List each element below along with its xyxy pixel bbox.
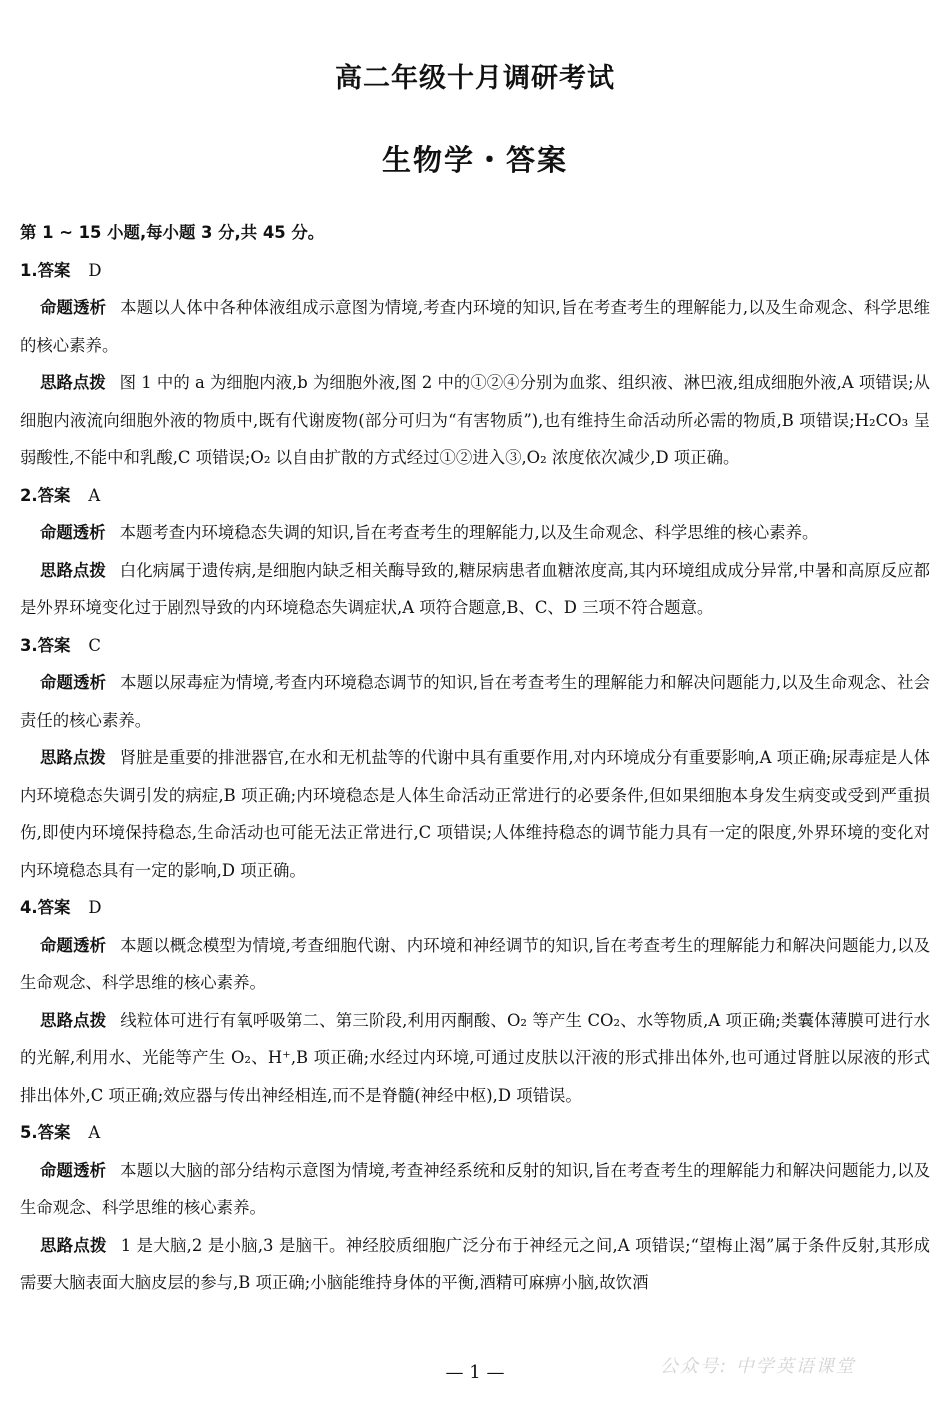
hint-text: 图 1 中的 a 为细胞内液,b 为细胞外液,图 2 中的①②④分别为血浆、组织液、淋巴液,组成细胞外液,A 项错误;从细胞内液流向细胞外液的物质中,既有代谢废物(部分可归为“有害物质”),也有维持生命活动所必需的物质,B 项错误;H₂CO₃ 呈弱酸性,不能中和乳酸,C 项错误;O₂ 以自由扩散的方式经过①②进入③,O₂ 浓度依次减少,D 项正确。	[20, 373, 931, 467]
answer-label: 答案	[37, 1123, 71, 1142]
question-number: 3.	[20, 635, 38, 655]
analysis-label: 命题透析	[40, 673, 107, 692]
question-3-analysis	[20, 664, 930, 739]
analysis-label: 命题透析	[40, 298, 107, 317]
answer-value: D	[88, 898, 102, 917]
question-3-hint	[20, 739, 930, 889]
analysis-text: 本题以大脑的部分结构示意图为情境,考查神经系统和反射的知识,旨在考查考生的理解能力和解决问题能力,以及生命观念、科学思维的核心素养。	[20, 1160, 931, 1217]
answer-label: 答案	[37, 898, 71, 917]
question-number: 5.	[20, 1123, 38, 1142]
answer-value: C	[88, 635, 101, 655]
question-4-hint	[20, 1002, 930, 1115]
question-2-analysis	[20, 514, 930, 552]
subject-title: 生物学・答案	[381, 143, 568, 177]
question-5-answer	[20, 1114, 930, 1152]
question-2-answer	[20, 477, 930, 515]
hint-text: 线粒体可进行有氧呼吸第二、第三阶段,利用丙酮酸、O₂ 等产生 CO₂、水等物质,A 项正确;类囊体薄膜可进行水的光解,利用水、光能等产生 O₂、H⁺,B 项正确;水经过内环境,可通过皮肤以汗液的形式排出体外,也可通过肾脏以尿液的形式排出体外,C 项正确;效应器与传出神经相连,而不是脊髓(神经中枢),D 项错误。	[20, 1010, 931, 1105]
answer-label: 答案	[37, 485, 71, 505]
hint-label: 思路点拨	[40, 373, 106, 392]
hint-text: 1 是大脑,2 是小脑,3 是脑干。神经胶质细胞广泛分布于神经元之间,A 项错误;“望梅止渴”属于条件反射,其形成需要大脑表面大脑皮层的参与,B 项正确;小脑能维持身体的平衡,酒精可麻痹小脑,故饮酒	[20, 1235, 930, 1292]
question-number: 4.	[20, 898, 38, 917]
question-4-answer	[20, 889, 930, 927]
hint-text: 肾脏是重要的排泄器官,在水和无机盐等的代谢中具有重要作用,对内环境成分有重要影响,A 项正确;尿毒症是人体内环境稳态失调引发的病症,B 项正确;内环境稳态是人体生命活动正常进行的必要条件,但如果细胞本身发生病变或受到严重损伤,即使内环境保持稳态,生命活动也可能无法正常进行,C 项错误;人体维持稳态的调节能力具有一定的限度,外界环境的变化对内环境稳态具有一定的影响,D 项正确。	[20, 748, 930, 880]
question-2-hint	[20, 552, 930, 627]
question-5-hint	[20, 1227, 930, 1302]
analysis-text: 本题以人体中各种体液组成示意图为情境,考查内环境的知识,旨在考查考生的理解能力,以及生命观念、科学思维的核心素养。	[20, 298, 931, 355]
hint-label: 思路点拨	[40, 1010, 107, 1030]
section-intro: 第 1 ~ 15 小题,每小题 3 分,共 45 分。	[20, 223, 325, 242]
question-5-analysis	[20, 1152, 930, 1227]
analysis-label: 命题透析	[40, 935, 107, 955]
question-1-analysis	[20, 289, 930, 364]
analysis-text: 本题以概念模型为情境,考查细胞代谢、内环境和神经调节的知识,旨在考查考生的理解能力和解决问题能力,以及生命观念、科学思维的核心素养。	[20, 935, 931, 992]
analysis-label: 命题透析	[40, 1160, 107, 1180]
exam-title: 高二年级十月调研考试	[335, 63, 615, 94]
page-number: — 1 —	[445, 1362, 505, 1383]
answer-body	[20, 214, 930, 1302]
analysis-text: 本题考查内环境稳态失调的知识,旨在考查考生的理解能力,以及生命观念、科学思维的核心素养。	[119, 523, 819, 542]
watermark: 公众号: 中学英语课堂	[660, 1356, 856, 1377]
hint-label: 思路点拨	[40, 560, 106, 580]
answer-label: 答案	[37, 260, 71, 280]
answer-label: 答案	[37, 635, 71, 655]
question-1-hint	[20, 364, 930, 477]
answer-value: D	[88, 260, 102, 280]
question-1-answer	[20, 252, 930, 290]
hint-text: 白化病属于遗传病,是细胞内缺乏相关酶导致的,糖尿病患者血糖浓度高,其内环境组成成分异常,中暑和高原反应都是外界环境变化过于剧烈导致的内环境稳态失调症状,A 项符合题意,B、C、D 三项不符合题意。	[20, 560, 931, 617]
hint-label: 思路点拨	[40, 1235, 107, 1255]
question-4-analysis	[20, 927, 930, 1002]
analysis-text: 本题以尿毒症为情境,考查内环境稳态调节的知识,旨在考查考生的理解能力和解决问题能力,以及生命观念、社会责任的核心素养。	[20, 673, 931, 730]
answer-value: A	[88, 1123, 101, 1142]
question-number: 2.	[20, 485, 38, 505]
answer-value: A	[88, 485, 101, 505]
question-3-answer	[20, 627, 930, 665]
analysis-label: 命题透析	[40, 523, 106, 542]
hint-label: 思路点拨	[40, 748, 106, 767]
question-number: 1.	[20, 260, 38, 280]
